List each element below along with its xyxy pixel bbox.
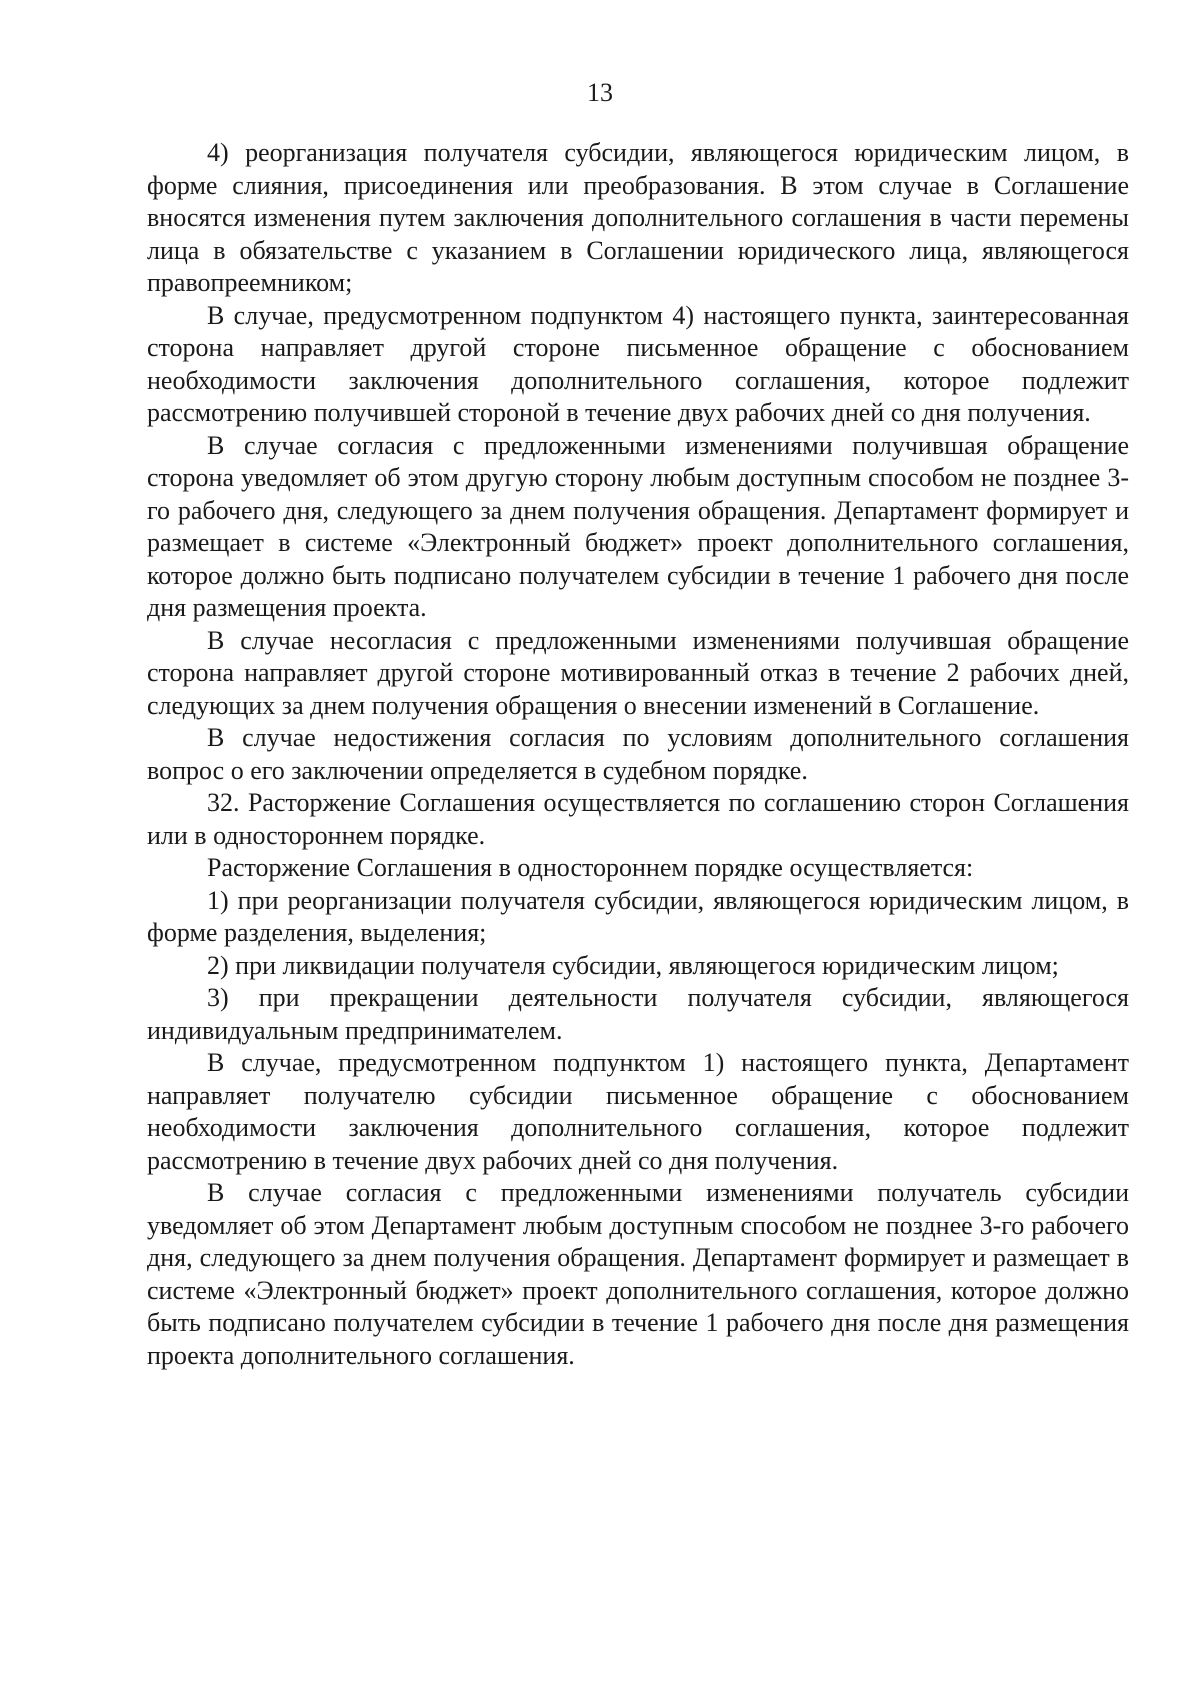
paragraph-item-32: 32. Расторжение Соглашения осуществляется по соглашению сторон Соглашения или в одностороннем порядке. xyxy=(147,788,1129,850)
page-number: 13 xyxy=(587,78,613,107)
paragraph-subitem-4: 4) реорганизация получателя субсидии, являющегося юридическим лицом, в форме слияния, присоединения или преобразования. В этом случае в Соглашение вносятся изменения путем заключения дополнительного соглашения в части перемены лица в обязательстве с указанием в Соглашении юридического лица, являющегося правопреемником; xyxy=(147,138,1129,297)
document-body xyxy=(147,137,1129,1372)
paragraph-unilateral-termination: Расторжение Соглашения в одностороннем порядке осуществляется: xyxy=(207,853,974,882)
paragraph-agreement-consent: В случае согласия с предложенными изменениями получившая обращение сторона уведомляет об этом другую сторону любым доступным способом не позднее 3-го рабочего дня, следующего за днем получения обращения. Департамент формирует и размещает в системе «Электронный бюджет» проект дополнительного соглашения, которое должно быть подписано получателем субсидии в течение 1 рабочего дня после дня размещения проекта. xyxy=(147,430,1129,622)
paragraph-subitem-2: 2) при ликвидации получателя субсидии, являющегося юридическим лицом; xyxy=(207,950,1059,980)
paragraph-case-subitem-1: В случае, предусмотренном подпунктом 1) настоящего пункта, Департамент направляет получателю субсидии письменное обращение с обоснованием необходимости заключения дополнительного соглашения, которое подлежит рассмотрению в течение двух рабочих дней со дня получения. xyxy=(147,1048,1129,1175)
paragraph-subitem-3: 3) при прекращении деятельности получателя субсидии, являющегося индивидуальным предпринимателем. xyxy=(147,983,1129,1045)
paragraph-court-procedure: В случае недостижения согласия по условиям дополнительного соглашения вопрос о его заключении определяется в судебном порядке. xyxy=(147,723,1129,785)
paragraph-agreement-refusal: В случае несогласия с предложенными изменениями получившая обращение сторона направляет другой стороне мотивированный отказ в течение 2 рабочих дней, следующих за днем получения обращения о внесении изменений в Соглашение. xyxy=(147,625,1129,720)
paragraph-recipient-consent: В случае согласия с предложенными изменениями получатель субсидии уведомляет об этом Департамент любым доступным способом не позднее 3-го рабочего дня, следующего за днем получения обращения. Департамент формирует и размещает в системе «Электронный бюджет» проект дополнительного соглашения, которое должно быть подписано получателем субсидии в течение 1 рабочего дня после дня размещения проекта дополнительного соглашения. xyxy=(147,1178,1129,1370)
paragraph-subitem-1: 1) при реорганизации получателя субсидии, являющегося юридическим лицом, в форме разделения, выделения; xyxy=(147,885,1129,947)
paragraph-case-subitem-4: В случае, предусмотренном подпунктом 4) настоящего пункта, заинтересованная сторона направляет другой стороне письменное обращение с обоснованием необходимости заключения дополнительного соглашения, которое подлежит рассмотрению получившей стороной в течение двух рабочих дней со дня получения. xyxy=(147,300,1129,427)
